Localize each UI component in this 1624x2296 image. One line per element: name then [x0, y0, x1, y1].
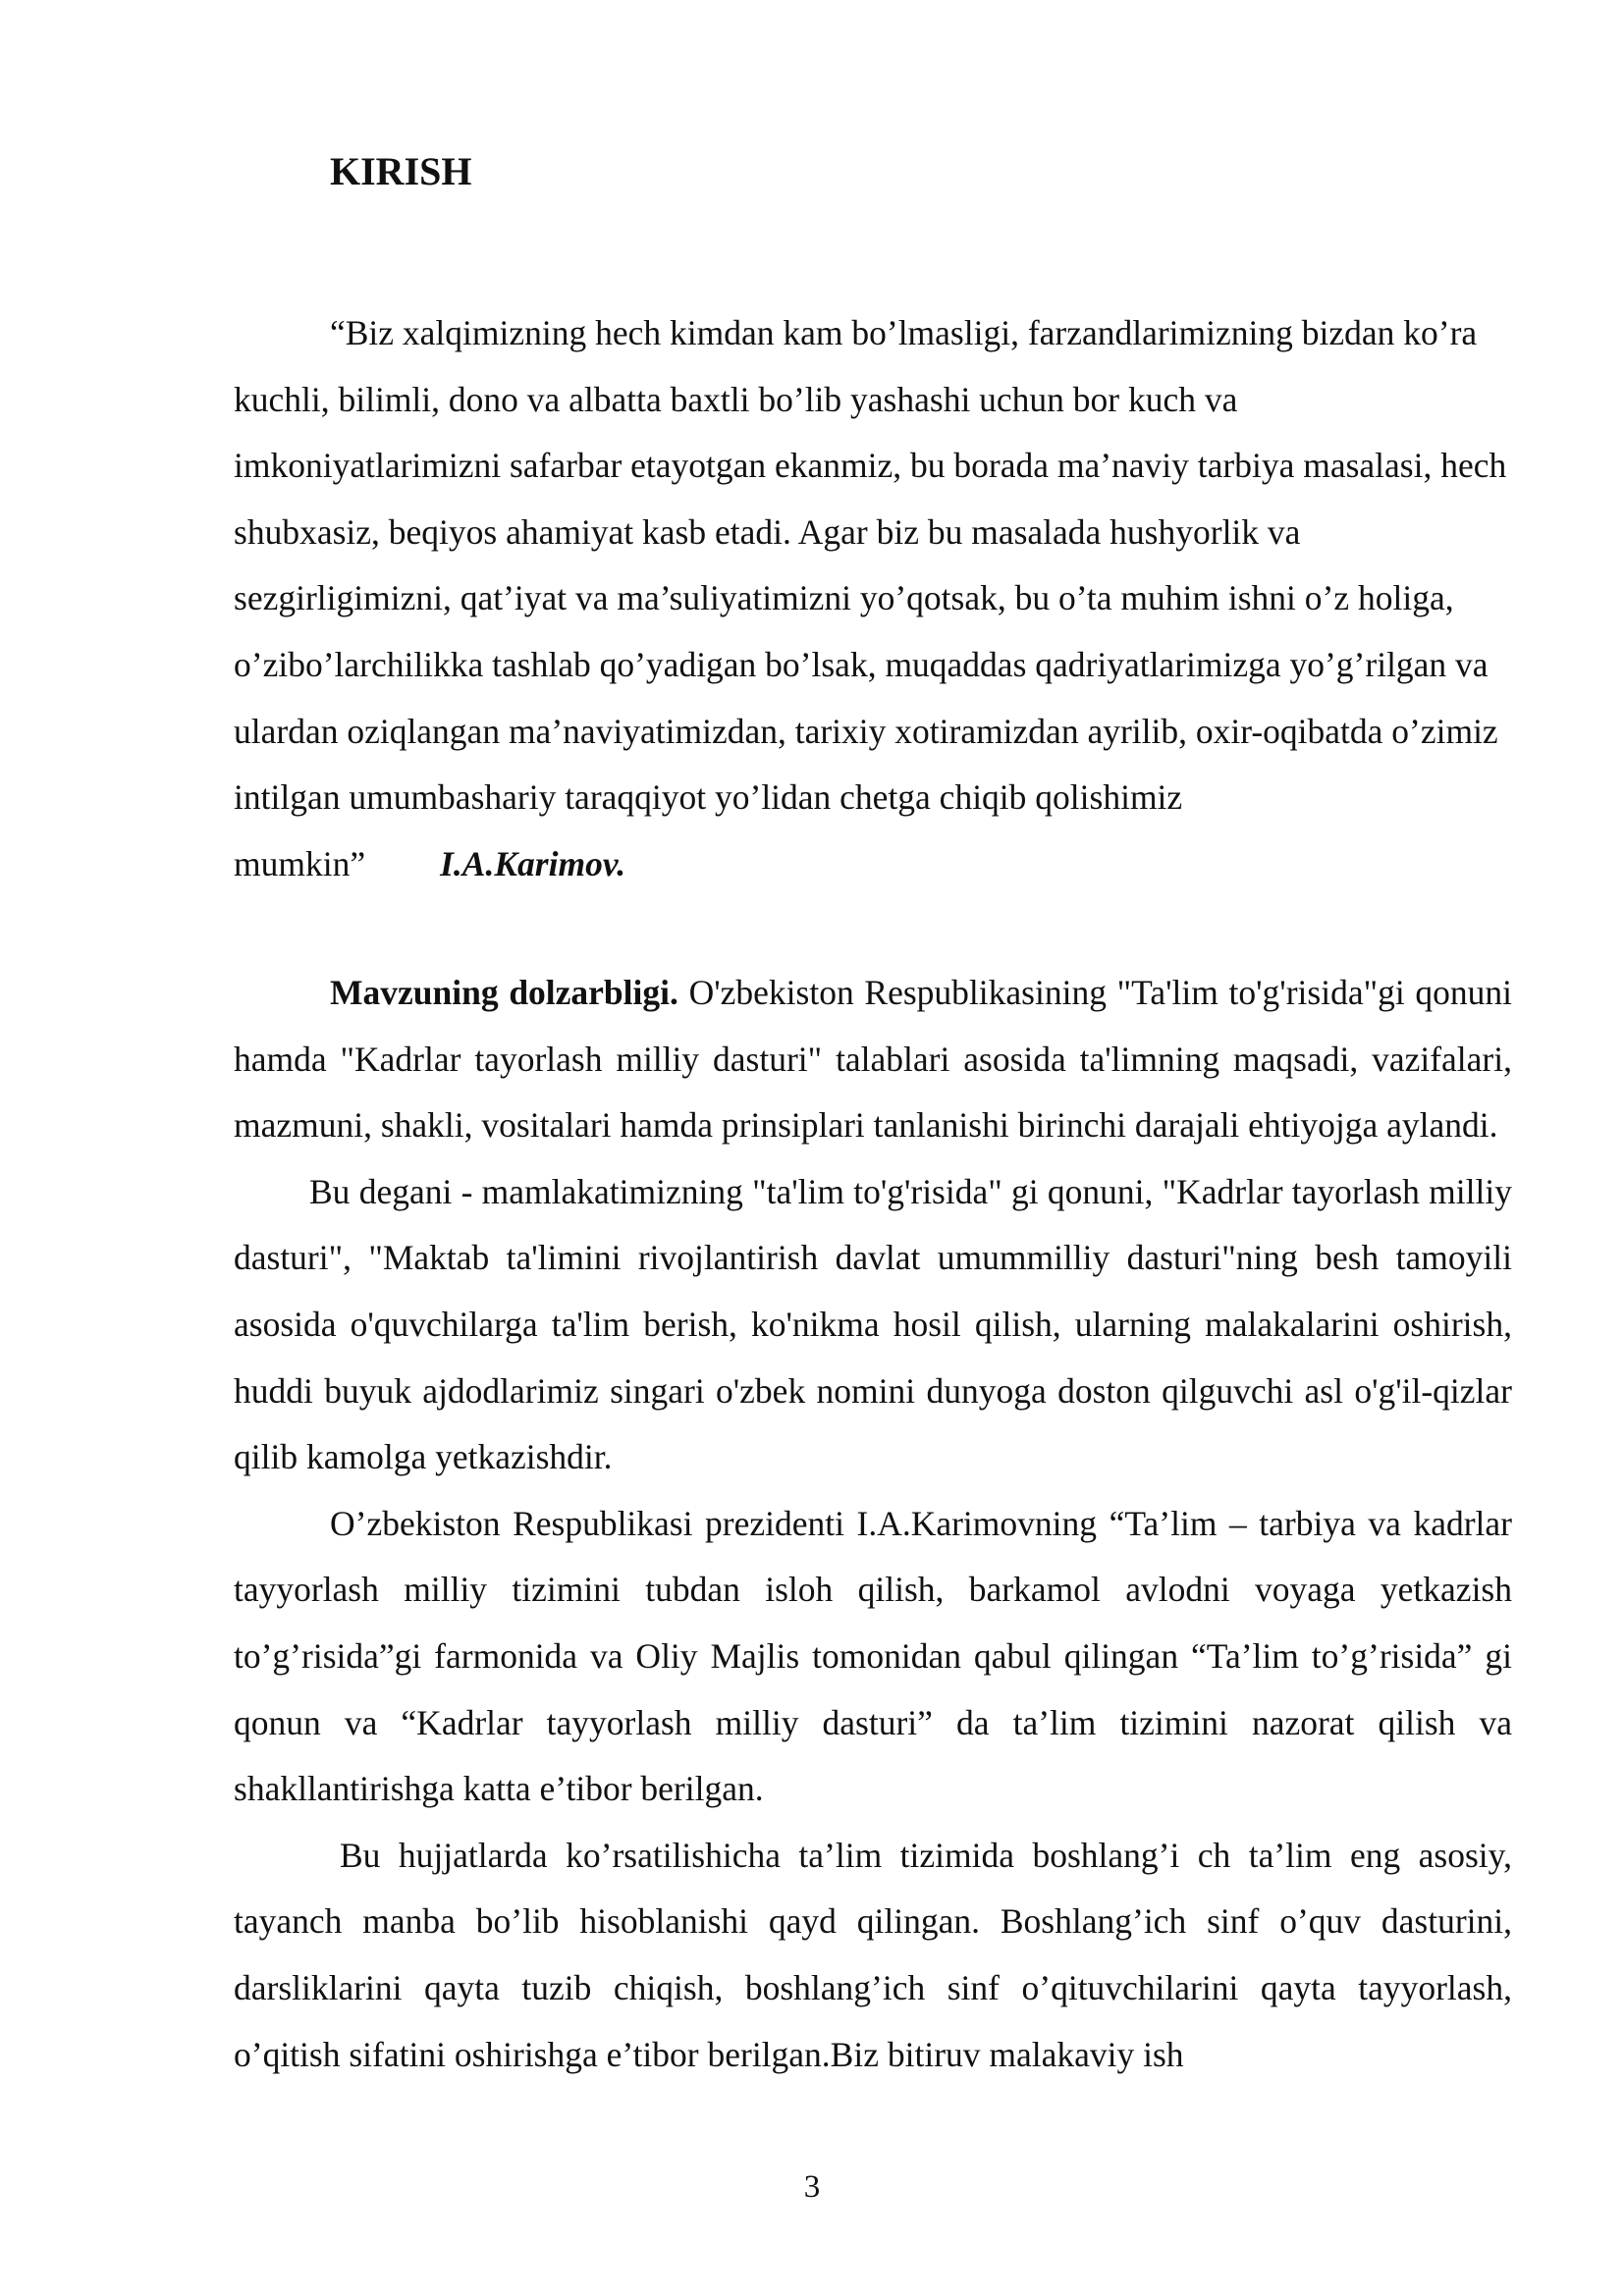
page-number: 3 — [803, 2169, 821, 2205]
body-text — [234, 960, 1512, 2088]
epigraph-block — [234, 300, 1512, 897]
paragraph-lead: Mavzuning dolzarbligi. — [330, 973, 678, 1012]
epigraph-author: I.A.Karimov. — [440, 843, 626, 883]
section-heading: KIRISH — [330, 149, 472, 193]
paragraph-4: Bu hujjatlarda ko’rsatilishicha ta’lim tizimida boshlang’i ch ta’lim eng asosiy, tayanch manba bo’lib hisoblanishi qayd qilingan. Boshlang’ich sinf o’quv dasturini, darsliklarini qayta tuzib chiqish, boshlang’ich sinf o’qituvchilarini qayta tayyorlash, o’qitish sifatini oshirishga e’tibor berilgan.Biz bitiruv malakaviy ish — [234, 1835, 1512, 2074]
paragraph-3: O’zbekiston Respublikasi prezidenti I.A.Karimovning “Ta’lim – tarbiya va kadrlar tayyorlash milliy tizimini tubdan isloh qilish, barkamol avlodni voyaga yetkazish to’g’risida”gi farmonida va Oliy Majlis tomonidan qabul qilingan “Ta’lim to’g’risida” gi qonun va “Kadrlar tayyorlash milliy dasturi” da ta’lim tizimini nazorat qilish va shakllantirishga katta e’tibor berilgan. — [234, 1503, 1512, 1809]
epigraph-text: “Biz xalqimizning hech kimdan kam bo’lmasligi, farzandlarimizning bizdan ko’ra kuchli, bilimli, dono va albatta baxtli bo’lib yashashi uchun bor kuch va imkoniyatlarimizni safarbar etayotgan ekanmiz, bu borada ma’naviy tarbiya masalasi, hech shubxasiz, beqiyos ahamiyat kasb etadi. Agar biz bu masalada hushyorlik va sezgirligimizni, qat’iyat va ma’suliyatimizni yo’qotsak, bu o’ta muhim ishni o’z holiga, o’zibo’larchilikka tashlab qo’yadigan bo’lsak, muqaddas qadriyatlarimizga yo’g’rilgan va ulardan oziqlangan ma’naviyatimizdan, tarixiy xotiramizdan ayrilib, oxir-oqibatda o’zimiz intilgan umumbashariy taraqqiyot yo’lidan chetga chiqib qolishimiz mumkin” — [234, 313, 1507, 883]
paragraph-2: Bu degani - mamlakatimizning "ta'lim to'g'risida" gi qonuni, "Kadrlar tayorlash milliy dasturi", "Maktab ta'limini rivojlantirish davlat umummilliy dasturi"ning besh tamoyili asosida o'quvchilarga ta'lim berish, ko'nikma hosil qilish, ularning malakalarini oshirish, huddi buyuk ajdodlarimiz singari o'zbek nomini dunyoga doston qilguvchi asl o'g'il-qizlar qilib kamolga yetkazishdir. — [234, 1171, 1512, 1477]
paragraph-relevance — [234, 960, 1512, 1159]
paragraph-text: O'zbekiston Respublikasining "Ta'lim to'g'risida"gi qonuni hamda "Kadrlar tayorlash milliy dasturi" talablari asosida ta'limning maqsadi, vazifalari, mazmuni, shakli, vositalari hamda prinsiplari tanlanishi birinchi darajali ehtiyojga aylandi. — [234, 973, 1513, 1146]
epigraph-paragraph — [234, 300, 1512, 897]
